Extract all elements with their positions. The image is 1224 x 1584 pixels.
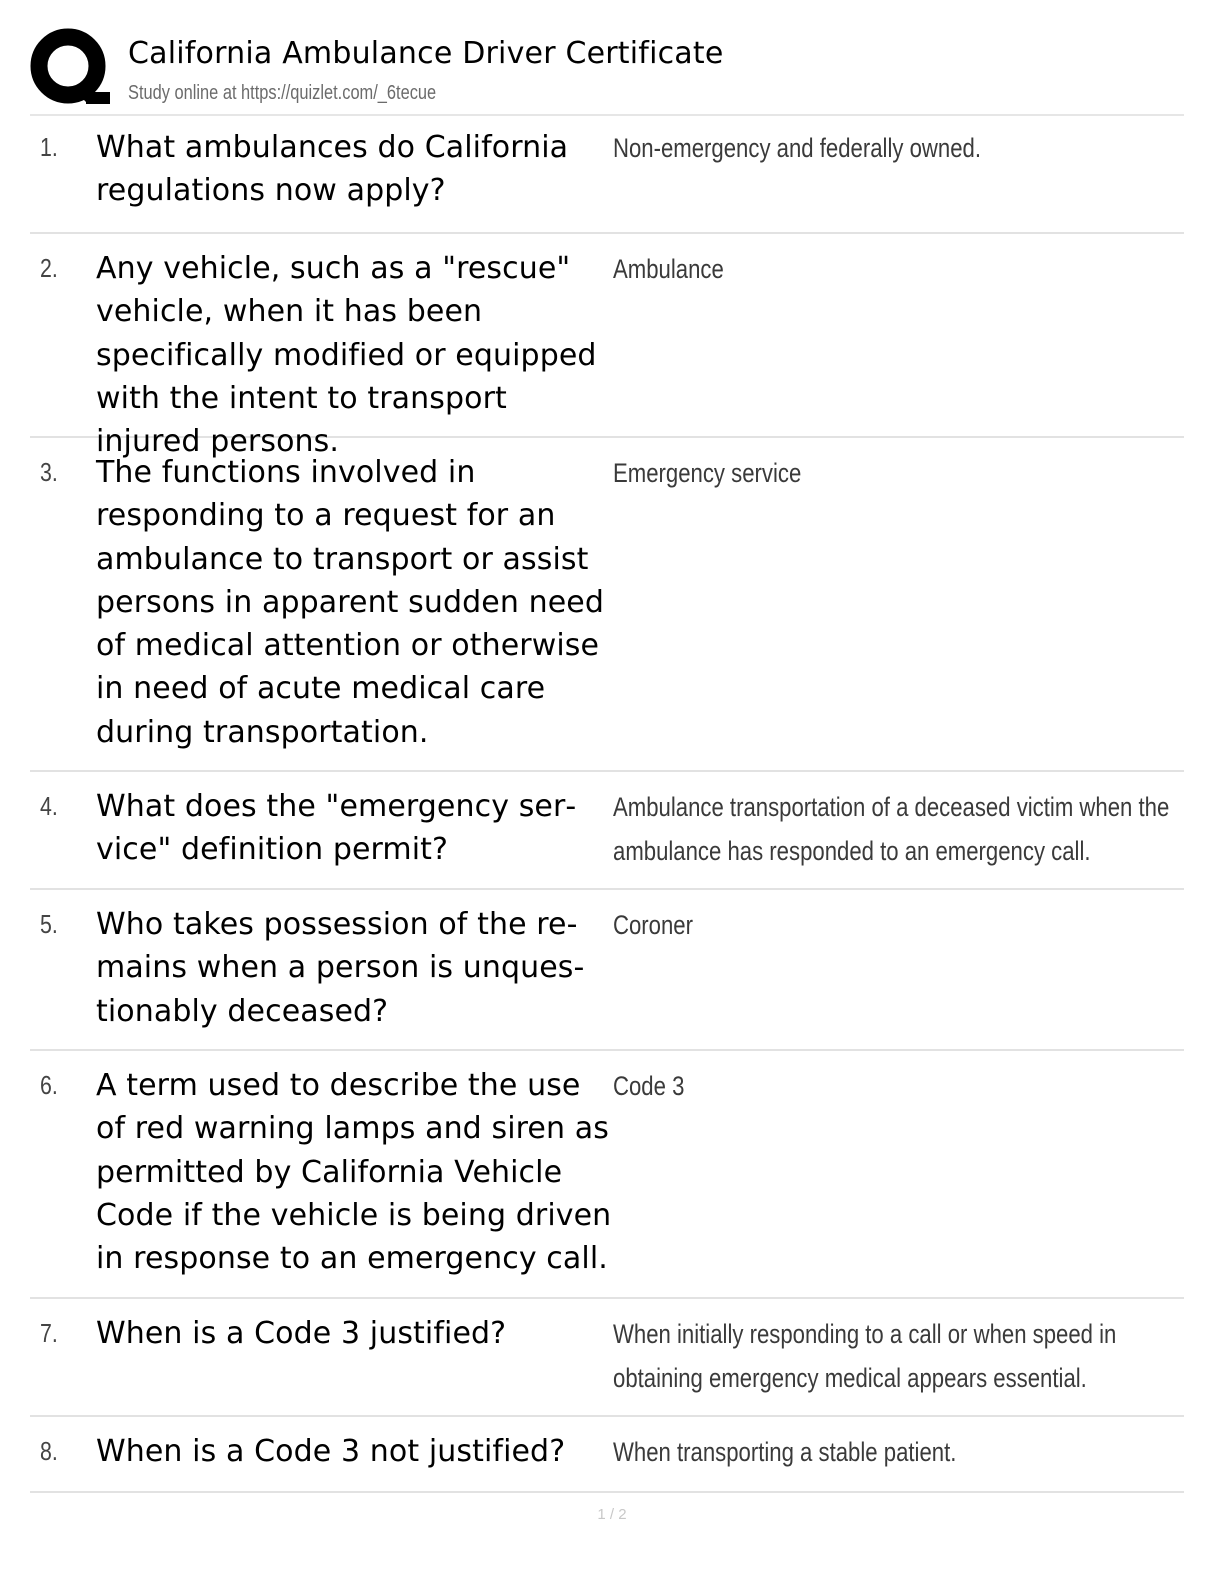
study-online-link[interactable]: Study online at https://quizlet.com/_6tecue bbox=[128, 82, 437, 104]
card-number: 8. bbox=[40, 1436, 58, 1466]
flashcard-row bbox=[30, 234, 1184, 460]
card-definition: Emergency service bbox=[613, 458, 802, 488]
card-number: 3. bbox=[40, 457, 58, 487]
card-definition: Coroner bbox=[613, 910, 693, 940]
card-term: What ambulances do California regulations now apply? bbox=[96, 130, 569, 209]
card-definition: When transporting a stable patient. bbox=[613, 1437, 957, 1467]
flashcard-row bbox=[30, 772, 1184, 890]
flashcard-row bbox=[30, 1051, 1184, 1299]
card-number: 2. bbox=[40, 253, 58, 283]
page-title: California Ambulance Driver Certificate bbox=[128, 36, 724, 71]
flashcard-row bbox=[30, 890, 1184, 1051]
flashcard-row bbox=[30, 438, 1184, 772]
card-term: What does the "emergency service" definition permit? bbox=[96, 789, 577, 868]
card-definition: Ambulance transportation of a deceased victim when the ambulance has responded to an emergency call. bbox=[613, 792, 1170, 866]
card-number: 1. bbox=[40, 132, 58, 162]
page-number: 1 / 2 bbox=[597, 1506, 627, 1523]
flashcard-row bbox=[30, 1299, 1184, 1417]
flashcard-row bbox=[30, 116, 1184, 234]
card-definition: When initially responding to a call or when speed in obtaining emergency medical appears essential. bbox=[613, 1319, 1117, 1393]
card-term: When is a Code 3 justified? bbox=[96, 1316, 507, 1351]
flashcard-list bbox=[30, 116, 1184, 1493]
card-term: Who takes possession of the remains when a person is unquestionably deceased? bbox=[96, 907, 585, 1029]
card-term: Any vehicle, such as a "rescue" vehicle, when it has been specifically modified or equipped with the intent to transport injured persons. bbox=[96, 251, 597, 460]
card-number: 7. bbox=[40, 1318, 58, 1348]
card-number: 6. bbox=[40, 1070, 58, 1100]
card-term: A term used to describe the use of red warning lamps and siren as permitted by California Vehicle Code if the vehicle is being driven in response to an emergency call. bbox=[96, 1068, 612, 1277]
quizlet-logo-icon bbox=[30, 28, 110, 108]
flashcard-row bbox=[30, 1417, 1184, 1493]
card-term: When is a Code 3 not justified? bbox=[96, 1434, 566, 1469]
card-definition: Ambulance bbox=[613, 254, 724, 284]
page-header bbox=[30, 28, 1184, 116]
card-number: 5. bbox=[40, 909, 58, 939]
card-term: The functions involved in responding to a request for an ambulance to transport or assist persons in apparent sudden need of medical attention or otherwise in need of acute medical care during transportation. bbox=[96, 455, 604, 750]
card-number: 4. bbox=[40, 791, 58, 821]
card-definition: Code 3 bbox=[613, 1071, 685, 1101]
card-definition: Non-emergency and federally owned. bbox=[613, 133, 981, 163]
